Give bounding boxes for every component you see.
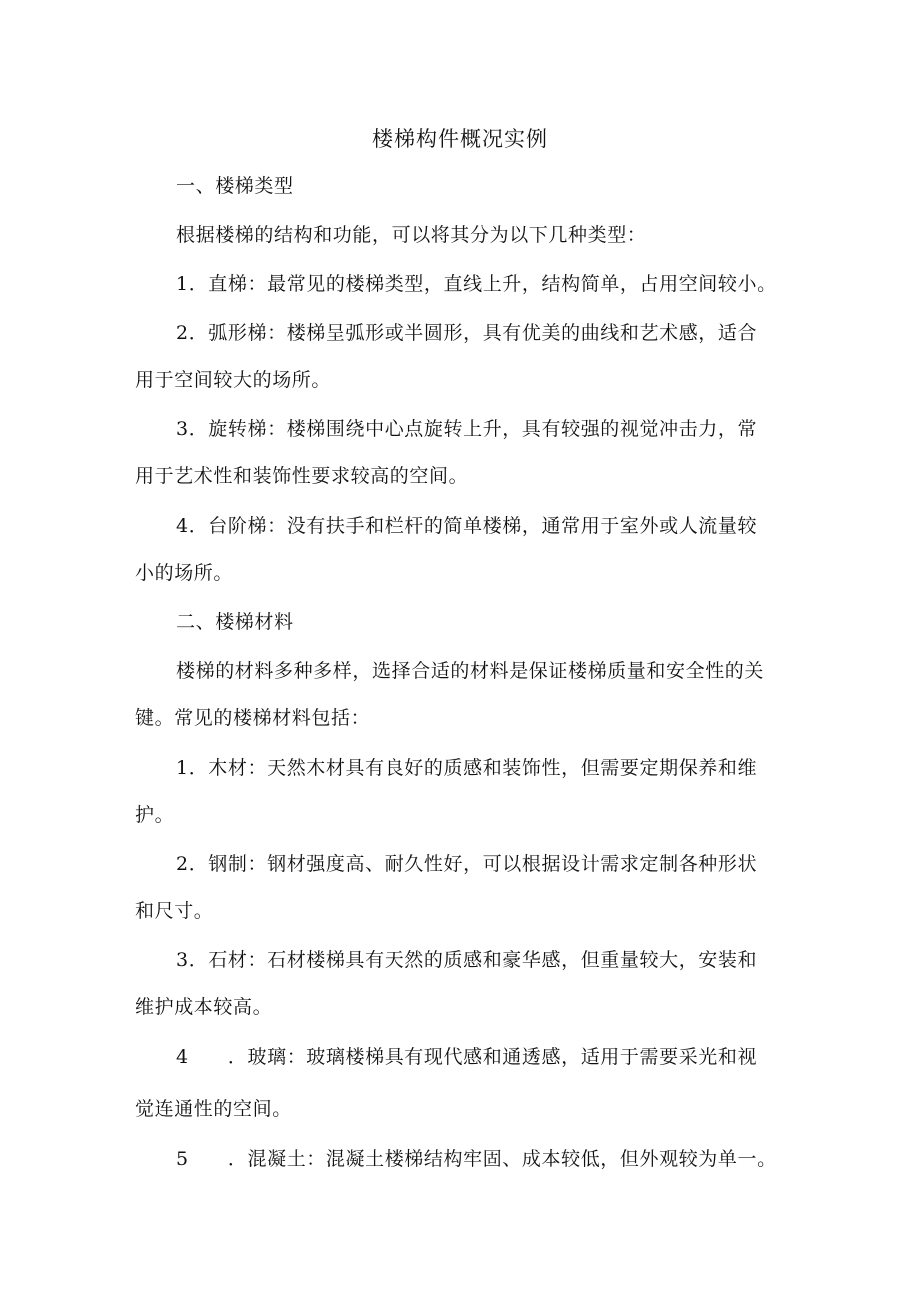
list-item-wood-cont: 护。 (135, 804, 175, 826)
list-item-steel: 2．钢制：钢材强度高、耐久性好，可以根据设计需求定制各种形状 (176, 853, 758, 875)
list-item-stone-cont: 维护成本较高。 (135, 996, 273, 1018)
list-item-spiral-stair-cont: 用于艺术性和装饰性要求较高的空间。 (135, 465, 469, 487)
list-item-straight-stair: 1．直梯：最常见的楼梯类型，直线上升，结构简单，占用空间较小。 (176, 273, 777, 295)
list-item-step-stair: 4．台阶梯：没有扶手和栏杆的简单楼梯，通常用于室外或人流量较 (176, 515, 758, 537)
page-title: 楼梯构件概况实例 (372, 127, 548, 151)
list-item-glass-cont: 觉连通性的空间。 (135, 1098, 292, 1120)
paragraph-types-intro: 根据楼梯的结构和功能，可以将其分为以下几种类型： (176, 224, 647, 246)
list-item-stone: 3．石材：石材楼梯具有天然的质感和豪华感，但重量较大，安装和 (176, 949, 758, 971)
list-item-spiral-stair: 3．旋转梯：楼梯围绕中心点旋转上升，具有较强的视觉冲击力，常 (176, 418, 758, 440)
paragraph-materials-intro: 楼梯的材料多种多样，选择合适的材料是保证楼梯质量和安全性的关 (176, 660, 765, 682)
list-item-steel-cont: 和尺寸。 (135, 900, 214, 922)
section-heading-stair-types: 一、楼梯类型 (176, 175, 294, 197)
section-heading-stair-materials: 二、楼梯材料 (176, 611, 294, 633)
list-item-step-stair-cont: 小的场所。 (135, 562, 234, 584)
list-item-wood: 1．木材：天然木材具有良好的质感和装饰性，但需要定期保养和维 (176, 757, 758, 779)
paragraph-materials-intro-cont: 键。常见的楼梯材料包括： (135, 707, 371, 729)
list-item-curved-stair: 2．弧形梯：楼梯呈弧形或半圆形，具有优美的曲线和艺术感，适合 (176, 322, 758, 344)
list-item-concrete: 5 ．混凝土：混凝土楼梯结构牢固、成本较低，但外观较为单一。 (176, 1148, 777, 1170)
list-item-curved-stair-cont: 用于空间较大的场所。 (135, 369, 332, 391)
list-item-glass: 4 ．玻璃：玻璃楼梯具有现代感和通透感，适用于需要采光和视 (176, 1046, 758, 1068)
